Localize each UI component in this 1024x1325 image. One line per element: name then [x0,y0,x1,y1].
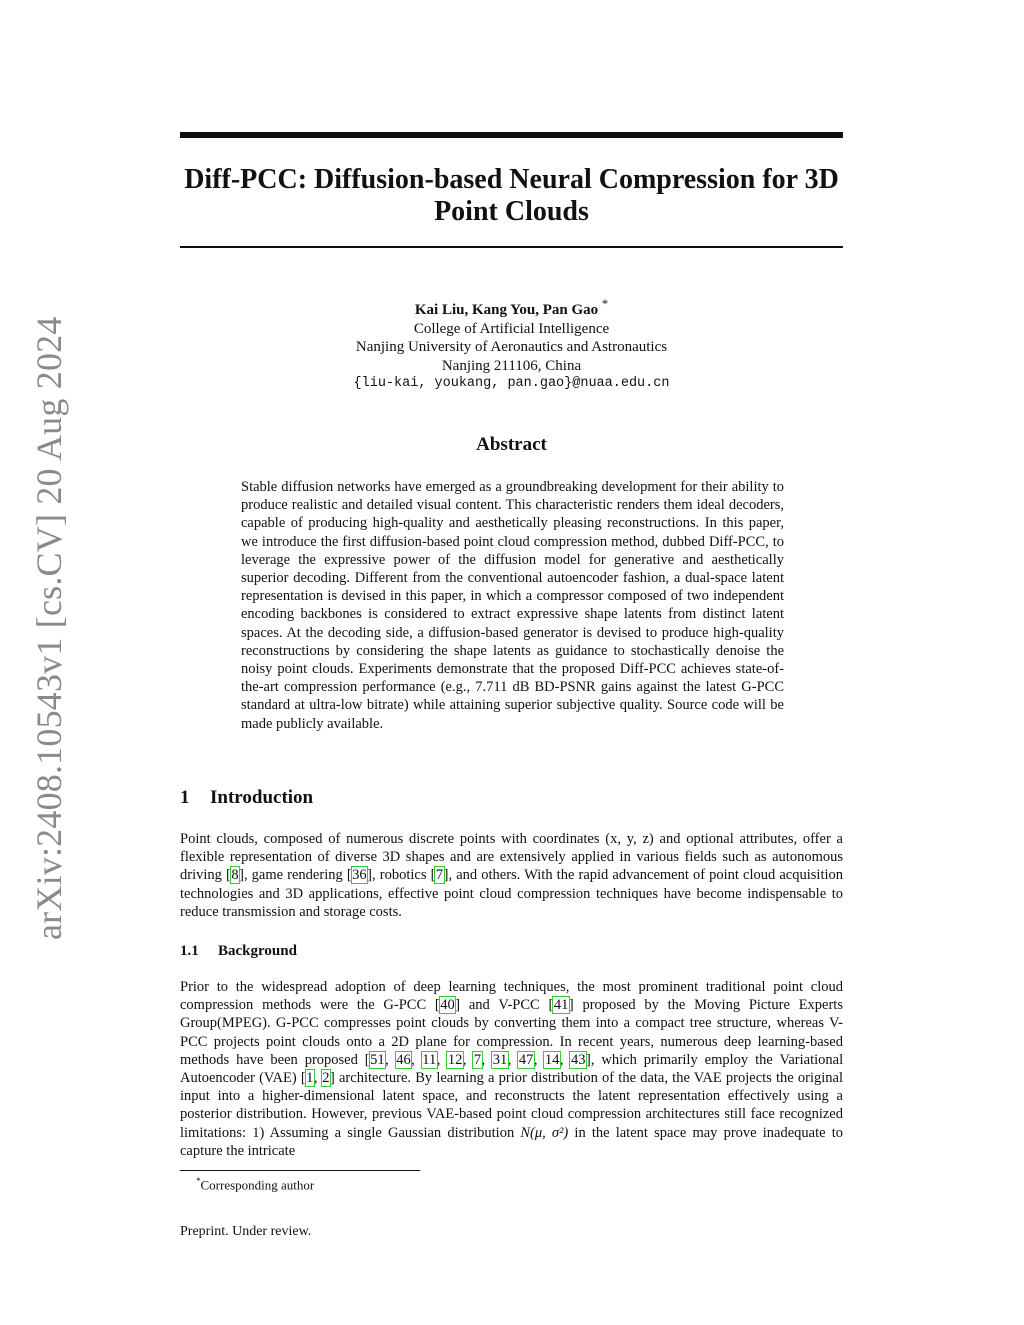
citation-link[interactable]: 31 [492,1051,508,1068]
text-run: , and others. With the rapid advancement of point cloud acquisition technologies and 3D applications, effective point cloud compression techniques have become indispensable to reduce transmission and storage costs. [180,867,843,920]
text-run: in the latent space may prove inadequate to capture the intricate [180,1124,843,1159]
arxiv-stamp: arXiv:2408.10543v1 [cs.CV] 20 Aug 2024 [29,316,69,940]
introduction-paragraph: Point clouds, composed of numerous discrete points with coordinates (x, y, z) and optional attributes, offer a flexible representation of diverse 3D shapes and are extensively applied in various fields such as autonomous driving [8], game rendering [36], robotics [7], and others. With the rapid advancement of point cloud acquisition technologies and 3D applications, effective point cloud compression techniques have become indispensable to reduce transmission and storage costs. [180,831,843,920]
affiliation-university: Nanjing University of Aeronautics and Astronautics [355,339,668,355]
author-emails: {liu-kai, youkang, pan.gao}@nuaa.edu.cn [353,376,670,391]
footnote-mark: * [196,1176,201,1186]
citation-link[interactable]: 12 [447,1051,463,1068]
abstract-heading: Abstract [476,434,547,455]
text-run: ] architecture. By learning a prior distribution of the data, the VAE projects the original input into a higher-dimensional latent space, and reconstructs the latent representation effectively using a posterior distribution. However, previous VAE-based point cloud compression architectures still face recognized limitations: 1) Assuming a single Gaussian distribution [180,1070,843,1141]
section-number: 1 [180,787,190,808]
subsection-title: Background [218,943,297,959]
author-block [180,295,843,394]
affiliation-college: College of Artificial Intelligence [413,320,610,337]
gaussian-formula: N(μ, σ²) [520,1124,569,1141]
paper-title: Diff-PCC: Diffusion-based Neural Compression for 3D Point Clouds [184,164,839,227]
citation-group: 51, 46, 11, 12, 7, 31, 47, 14, 43 [370,1051,586,1068]
citation-link[interactable]: 1 [306,1070,314,1087]
author-names [180,295,843,320]
text-run: Point clouds, composed of numerous discrete points with coordinates (x, y, z) and optional attributes, offer a flexible representation of diverse 3D shapes and are extensively applied in various fields such as autonomous driving [180,831,843,884]
text-run: Prior to the widespread adoption of deep learning techniques, the most prominent traditional point cloud compression methods were the G-PCC [180,979,843,1014]
abstract-text: Stable diffusion networks have emerged as a groundbreaking development for their ability to produce realistic and detailed visual content. This characteristic renders them ideal decoders, capable of producing high-quality and aesthetically pleasing reconstructions. In this paper, we introduce the first diffusion-based point cloud compression method, dubbed Diff-PCC, to leverage the expressive power of the diffusion model for generative and aesthetically superior decoding. Different from the conventional autoencoder fashion, a dual-space latent representation is devised in this paper, in which a compressor composed of two independent encoding backbones is considered to extract expressive shape latents from distinct latent spaces. At the decoding side, a diffusion-based generator is devised to produce high-quality reconstructions by considering the shape latents as guidance to stochastically denoise the noisy point clouds. Experiments demonstrate that the proposed Diff-PCC achieves state-of-the-art compression performance (e.g., 7.711 dB BD-PSNR gains against the latest G-PCC standard at ultra-low bitrate) while attaining superior subjective quality. Source code will be made publicly available. [241,479,784,732]
citation-link[interactable]: 51 [370,1051,385,1068]
citation-link[interactable]: 7 [473,1051,482,1068]
subsection-number: 1.1 [180,943,199,959]
text-run: proposed by the Moving Picture Experts Group(MPEG). G-PCC compresses point clouds by converting them into a compact tree structure, whereas V-PCC projects point clouds onto a 2D plane for compression. In recent years, numerous deep learning-based methods have been proposed [ [180,997,843,1068]
section-title: Introduction [210,787,314,808]
footnote [196,1176,314,1193]
corresponding-mark: * [601,297,609,311]
text-run: and V-PCC [460,997,549,1014]
citation-link[interactable]: 7 [435,867,444,884]
affiliation-address: Nanjing 211106, China [441,357,582,374]
title-rule-bottom [180,246,843,248]
subsection-heading-background [180,943,297,960]
citation-link[interactable]: 36 [352,867,367,884]
citation-group: 1, 2 [306,1070,330,1087]
citation-link[interactable]: 47 [518,1051,534,1068]
citation-link[interactable]: 14 [544,1051,560,1068]
citation-link[interactable]: 8 [231,867,239,884]
author-names-text: Kai Liu, Kang You, Pan Gao [414,302,599,318]
section-heading-introduction [180,787,313,809]
citation-link[interactable]: 2 [322,1070,330,1087]
citation-link[interactable]: 40 [440,997,455,1014]
text-run: ], which primarily employ the Variational Autoencoder (VAE) [ [180,1051,844,1087]
text-run: , robotics [372,867,431,884]
citation-link[interactable]: 46 [396,1051,411,1068]
title-rule-top [180,132,843,138]
citation-link[interactable]: 41 [553,997,569,1014]
citation-link[interactable]: 43 [570,1051,586,1068]
background-paragraph: Prior to the widespread adoption of deep learning techniques, the most prominent traditional point cloud compression methods were the G-PCC [40] and V-PCC [41] proposed by the Moving Picture Experts Group(MPEG). G-PCC compresses point clouds by converting them into a compact tree structure, whereas V-PCC projects point clouds onto a 2D plane for compression. In recent years, numerous deep learning-based methods have been proposed [51, 46, 11, 12, 7, 31, 47, 14, 43], which primarily employ the Variational Autoencoder (VAE) [1, 2] architecture. By learning a prior distribution of the data, the VAE projects the original input into a higher-dimensional latent space, and reconstructs the latent representation effectively using a posterior distribution. However, previous VAE-based point cloud compression architectures still face recognized limitations: 1) Assuming a single Gaussian distribution N(μ, σ²) in the latent space may prove inadequate to capture the intricate [180,979,844,1159]
footnote-rule [180,1170,420,1171]
footnote-text: Corresponding author [200,1177,315,1193]
citation-link[interactable]: 11 [422,1051,437,1068]
preprint-note: Preprint. Under review. [180,1224,312,1239]
text-run: , game rendering [243,867,347,884]
